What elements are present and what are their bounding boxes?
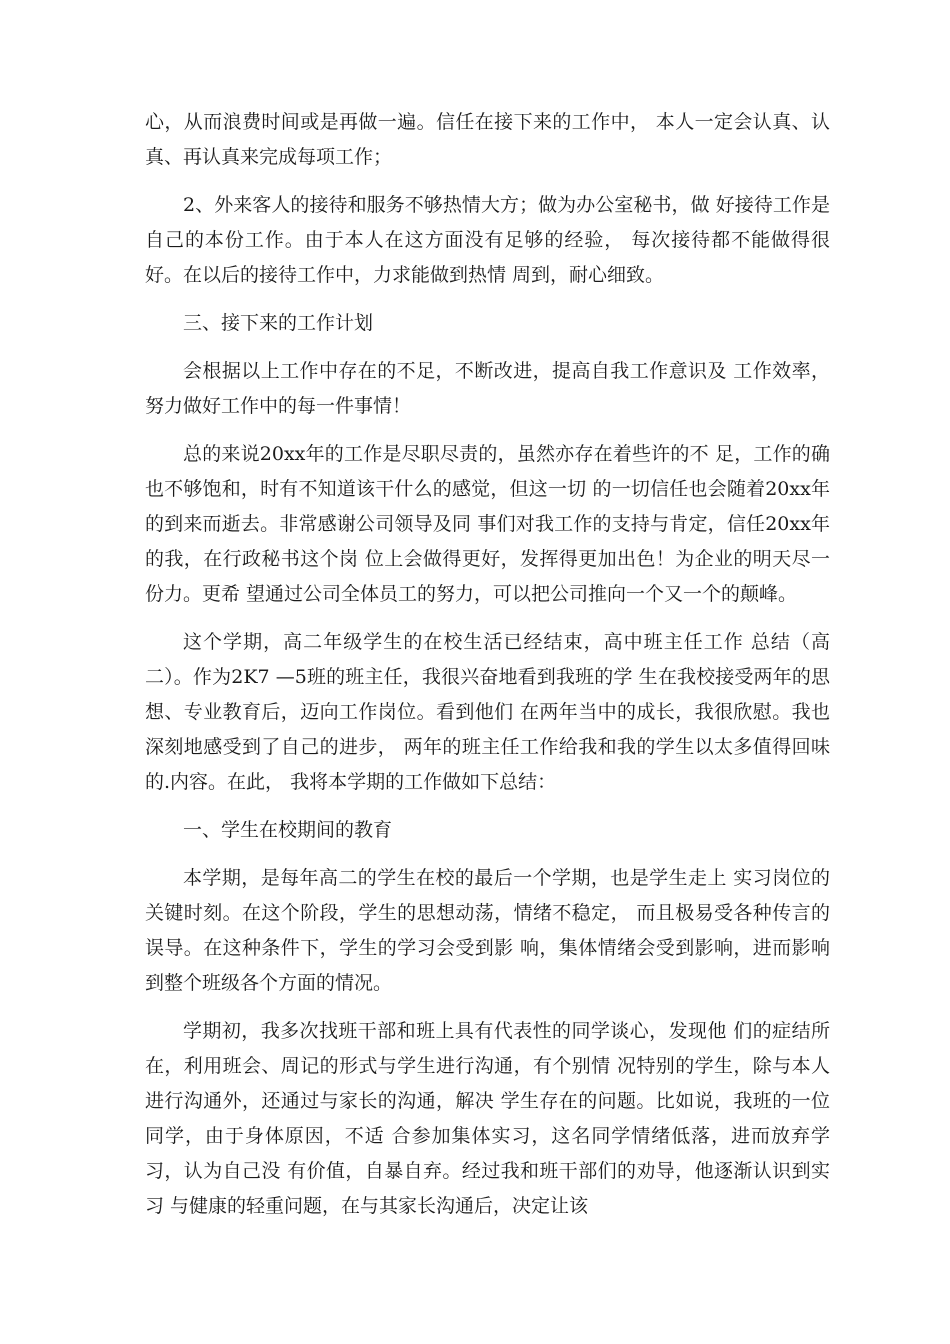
paragraph-continuation: 心，从而浪费时间或是再做一遍。信任在接下来的工作中， 本人一定会认真、认真、再认真来完成每项工作；: [145, 111, 830, 168]
document-page: [145, 105, 830, 1237]
paragraph-semester-context: 本学期，是每年高二的学生在校的最后一个学期，也是学生走上 实习岗位的关键时刻。在这个阶段，学生的思想动荡，情绪不稳定， 而且极易受各种传言的误导。在这种条件下，学生的学习会受到影 响，集体情绪会受到影响，进而影响到整个班级各个方面的情况。: [145, 867, 830, 994]
paragraph-student-talks: 学期初，我多次找班干部和班上具有代表性的同学谈心，发现他 们的症结所在，利用班会、周记的形式与学生进行沟通，有个别情 况特别的学生，除与本人进行沟通外，还通过与家长的沟通，解决 学生存在的问题。比如说，我班的一位同学，由于身体原因，不适 合参加集体实习，这名同学情绪低落，进而放弃学习，认为自己没 有价值，自暴自弃。经过我和班干部们的劝导，他逐渐认识到实习 与健康的轻重问题，在与其家长沟通后，决定让该: [145, 1020, 830, 1217]
paragraph-reception-service: 2、外来客人的接待和服务不够热情大方；做为办公室秘书，做 好接待工作是自己的本份工作。由于本人在这方面没有足够的经验， 每次接待都不能做得很好。在以后的接待工作中，力求能做到热情 周到，耐心细致。: [145, 194, 830, 286]
section-heading-education: 一、学生在校期间的教育: [183, 819, 393, 841]
paragraph-semester-intro: 这个学期，高二年级学生的在校生活已经结束，高中班主任工作 总结（高二）。作为2K7 —5班的班主任，我很兴奋地看到我班的学 生在我校接受两年的思想、专业教育后，迈向工作岗位。看到他们 在两年当中的成长，我很欣慰。我也深刻地感受到了自己的进步， 两年的班主任工作给我和我的学生以太多值得回味的.内容。在此， 我将本学期的工作做如下总结：: [145, 631, 830, 793]
paragraph-summary: 总的来说20xx年的工作是尽职尽责的，虽然亦存在着些许的不 足，工作的确也不够饱和，时有不知道该干什么的感觉，但这一切 的一切信任也会随着20xx年的到来而逝去。非常感谢公司领导及同 事们对我工作的支持与肯定，信任20xx年的我，在行政秘书这个岗 位上会做得更好，发挥得更加出色！为企业的明天尽一份力。更希 望通过公司全体员工的努力，可以把公司推向一个又一个的颠峰。: [145, 443, 830, 605]
section-heading-work-plan: 三、接下来的工作计划: [183, 312, 374, 334]
paragraph-improvement: 会根据以上工作中存在的不足，不断改进，提高自我工作意识及 工作效率，努力做好工作中的每一件事情！: [145, 360, 830, 417]
